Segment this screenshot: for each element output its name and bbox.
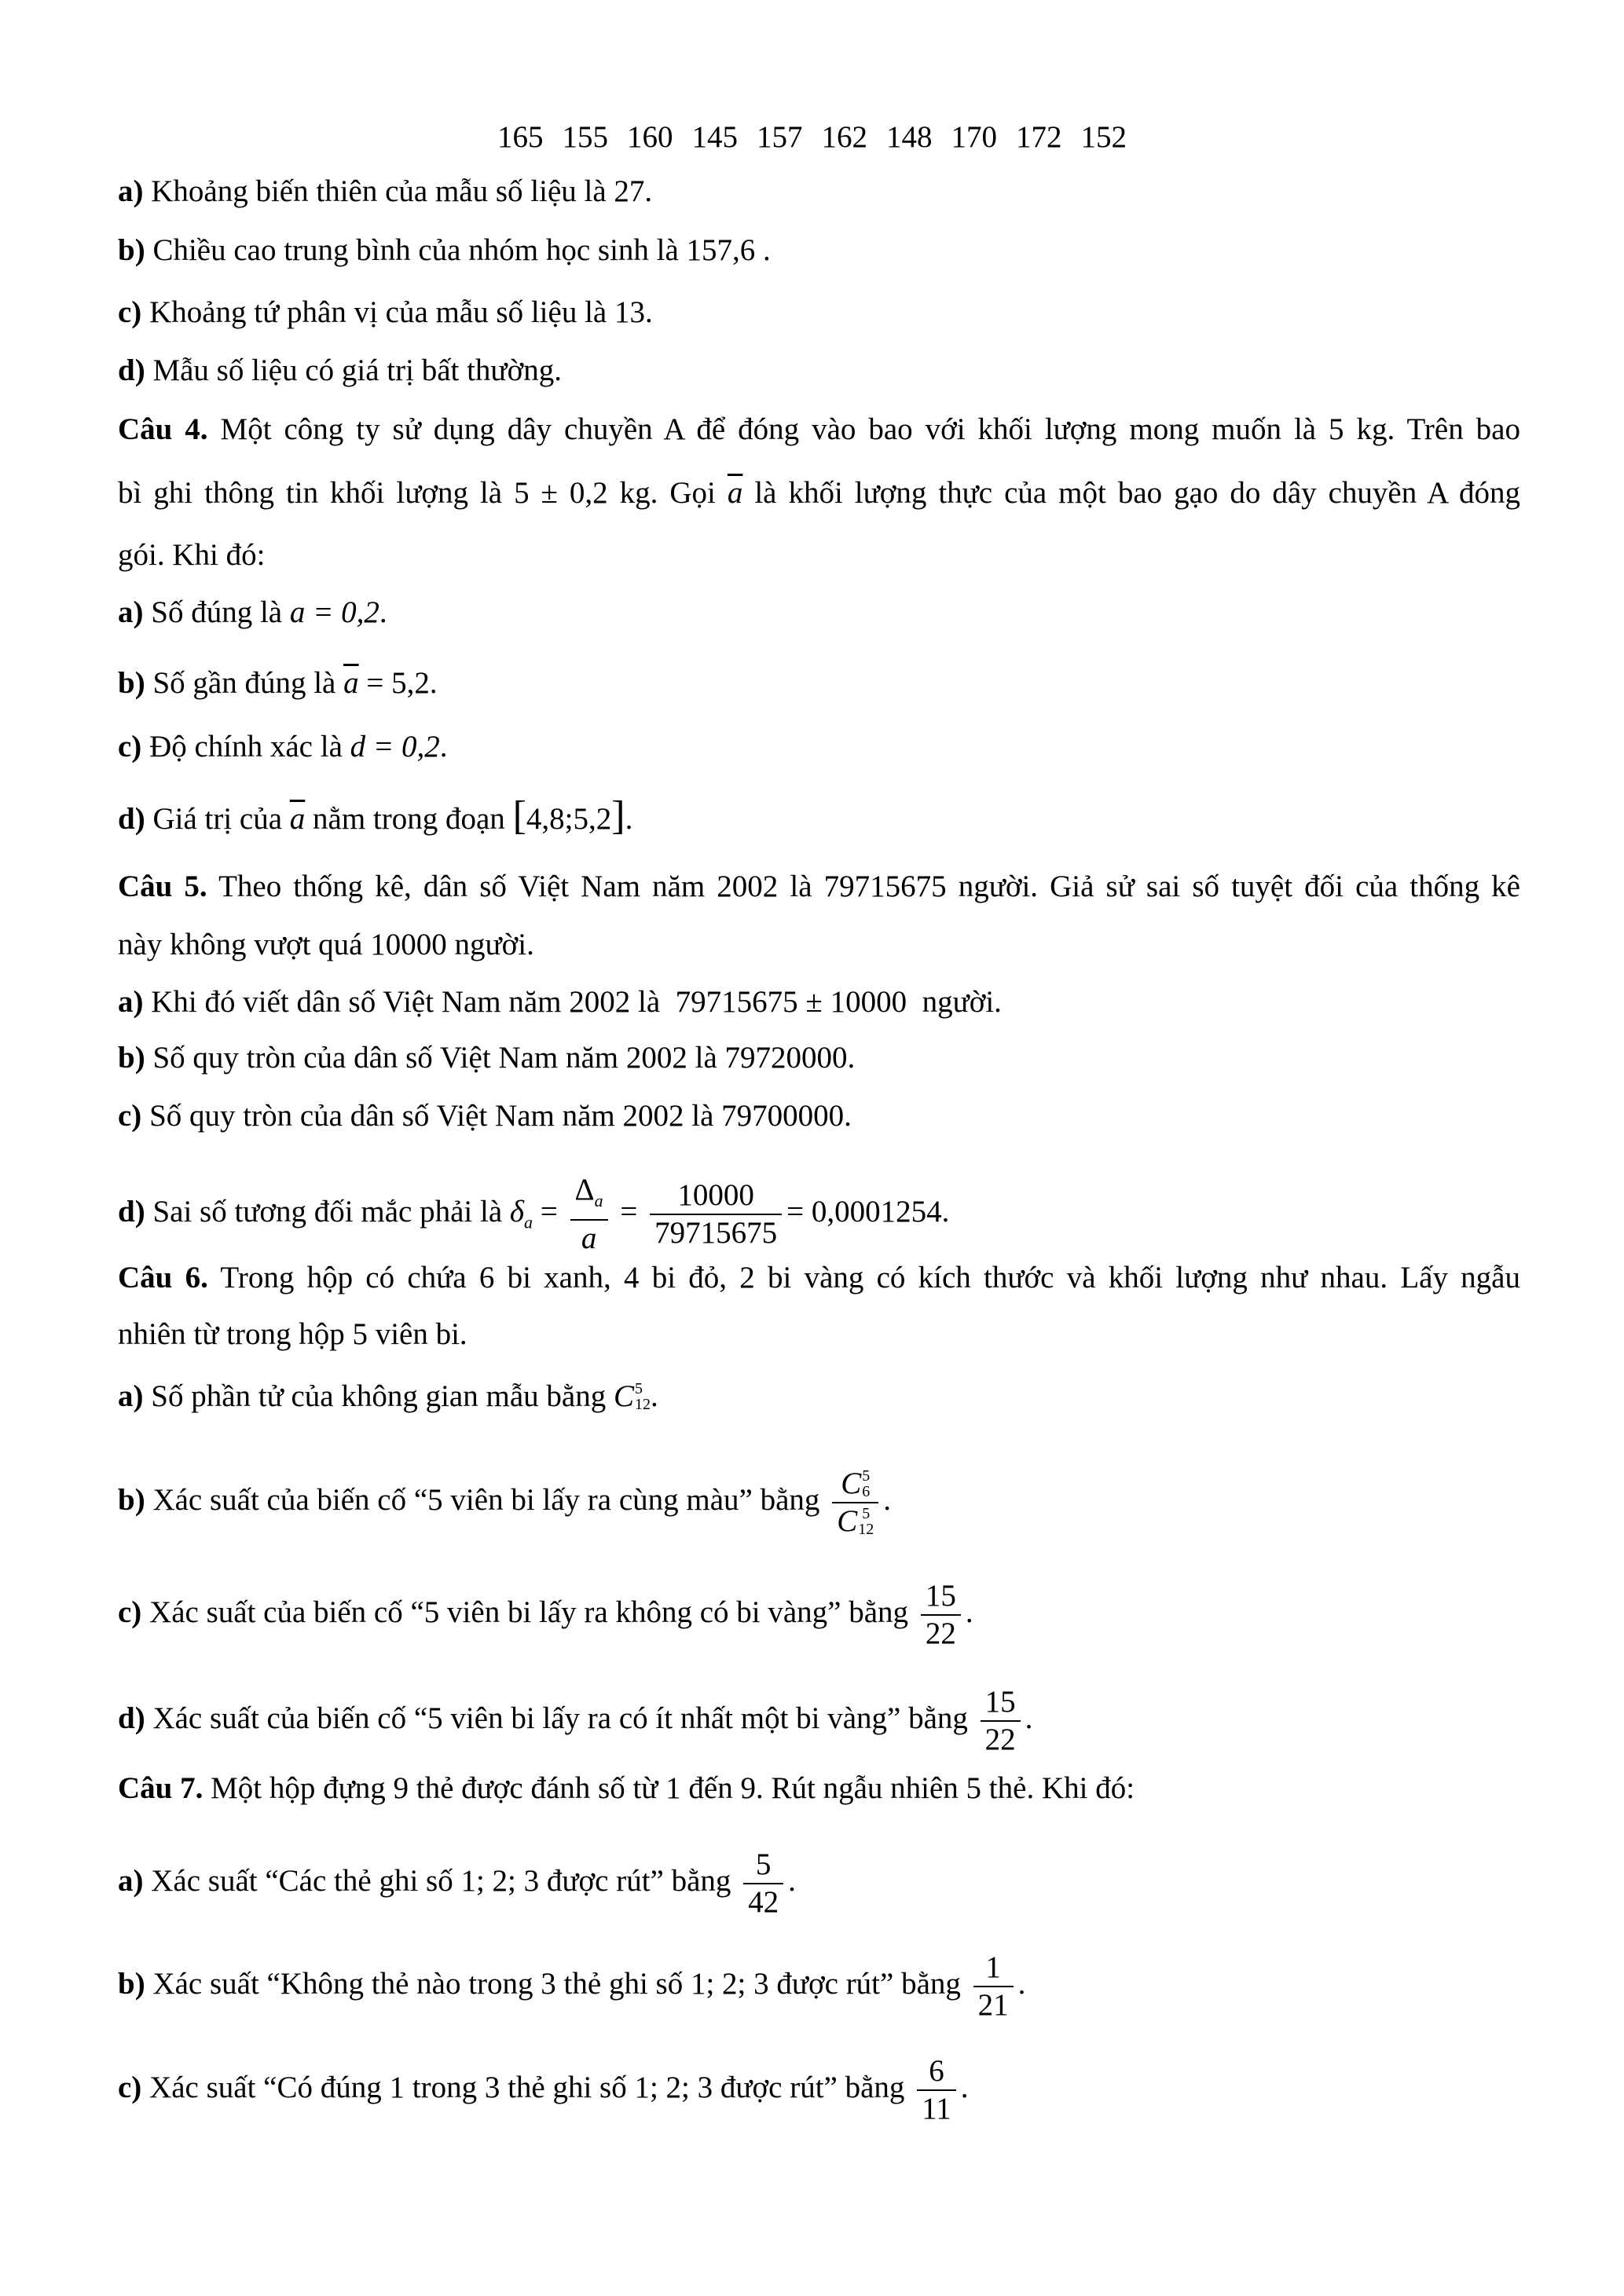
stem-text: Trong hộp có chứa 6 bi xanh, 4 bi đỏ, 2 bi vàng có kích thước và khối lượng như nhau. Lấy ngẫu xyxy=(220,1261,1520,1294)
part-label: b) xyxy=(118,233,145,267)
fraction xyxy=(973,1950,1014,2023)
stem-text: là khối lượng thực của một bao gạo do dây chuyền A đóng xyxy=(754,476,1521,510)
part-text: Số phần tử của không gian mẫu bằng xyxy=(151,1379,607,1413)
q4-part-b xyxy=(118,660,438,707)
part-text: Giá trị của xyxy=(152,802,283,836)
part-text: Sai số tương đối mắc phải là xyxy=(152,1194,503,1229)
data-value: 172 xyxy=(1016,120,1062,154)
combination xyxy=(614,1373,651,1420)
math-var: $\overline{a}$ xyxy=(727,476,743,510)
math: a = 0,2 xyxy=(289,595,379,629)
part-label: c) xyxy=(118,295,142,329)
math-var: δ xyxy=(509,1194,525,1229)
stem-text: nhiên từ trong hộp 5 viên bi. xyxy=(118,1317,467,1351)
fraction xyxy=(921,1578,961,1652)
part-text: Số gần đúng là xyxy=(152,666,336,700)
part-label: a) xyxy=(118,985,144,1019)
frac-num: 5 xyxy=(743,1847,783,1884)
q7-part-b xyxy=(118,1950,1026,2022)
frac-den: 22 xyxy=(925,1617,956,1650)
q6-stem-line1 xyxy=(118,1254,1520,1302)
q4-part-d: d) Giá trị của $\overline{a}$ nằm trong đoạn [4,8;5,2]. xyxy=(118,793,633,838)
part-text: Xác suất “Có đúng 1 trong 3 thẻ ghi số 1; 2; 3 được rút” bằng xyxy=(149,2070,905,2104)
question-title: Câu 5. xyxy=(118,870,207,903)
math-sub: a xyxy=(594,1190,603,1210)
q4-stem-line1 xyxy=(118,406,1520,453)
part-label: d) xyxy=(118,1194,145,1229)
punct: . xyxy=(379,595,387,629)
punct: . xyxy=(960,2070,969,2104)
part-label: d) xyxy=(118,1701,145,1735)
part-label: b) xyxy=(118,1966,145,2001)
fraction xyxy=(650,1177,782,1251)
math: 4,8;5,2 xyxy=(526,802,612,836)
fraction xyxy=(743,1847,783,1921)
data-value: 165 xyxy=(497,120,544,154)
question-title: Câu 7. xyxy=(118,1771,203,1805)
part-text: Số quy tròn của dân số Việt Nam năm 2002 là 79720000. xyxy=(152,1041,856,1075)
q3-part-d xyxy=(118,347,562,394)
q6-part-b xyxy=(118,1466,891,1538)
part-text: Xác suất của biến cố “5 viên bi lấy ra không có bi vàng” bằng xyxy=(149,1595,909,1629)
stem-text: Một công ty sử dụng dây chuyền A để đóng vào bao với khối lượng mong muốn là 5 kg. Trên bao xyxy=(220,412,1520,446)
fraction xyxy=(570,1172,608,1257)
part-text: Mẫu số liệu có giá trị bất thường. xyxy=(152,353,562,387)
comb-symbol: C xyxy=(837,1504,858,1538)
punct: . xyxy=(429,666,438,700)
math-sub: a xyxy=(524,1212,533,1232)
question-title: Câu 6. xyxy=(118,1261,208,1294)
frac-num: 15 xyxy=(921,1578,961,1616)
frac-den: 22 xyxy=(984,1723,1016,1756)
data-value: 162 xyxy=(821,120,867,154)
part-label: d) xyxy=(118,353,145,387)
part-text: Khoảng tứ phân vị của mẫu số liệu là 13. xyxy=(149,295,653,329)
frac-den: 11 xyxy=(922,2092,951,2126)
q7-part-a xyxy=(118,1847,796,1919)
part-label: c) xyxy=(118,2070,142,2104)
frac-num: Δ xyxy=(574,1173,595,1207)
q6-part-d xyxy=(118,1684,1033,1756)
stem-text: này không vượt quá 10000 người. xyxy=(118,928,534,961)
part-text: Khoảng biến thiên của mẫu số liệu là 27. xyxy=(151,174,653,208)
punct: . xyxy=(1017,1966,1026,2001)
stem-text: bì ghi thông tin khối lượng là xyxy=(118,476,503,510)
fraction xyxy=(917,2053,956,2127)
punct: . xyxy=(788,1863,796,1898)
data-value: 157 xyxy=(757,120,803,154)
punct: . xyxy=(883,1482,891,1517)
math: = 5,2 xyxy=(358,666,430,700)
comb-sup: 5 xyxy=(634,1380,643,1397)
q5-part-a xyxy=(118,979,1002,1026)
part-text: Xác suất của biến cố “5 viên bi lấy ra cùng màu” bằng xyxy=(152,1482,820,1517)
comb-sub: 12 xyxy=(634,1396,651,1413)
punct: . xyxy=(941,1194,950,1229)
part-label: a) xyxy=(118,174,144,208)
q4-part-a xyxy=(118,589,387,636)
comb-symbol: C xyxy=(613,1379,634,1413)
comb-sup: 5 xyxy=(862,1467,871,1485)
stem-text: . Gọi xyxy=(650,476,716,510)
part-label: b) xyxy=(118,1482,145,1517)
part-label: d) xyxy=(118,802,145,836)
frac-den: 42 xyxy=(748,1885,779,1919)
q3-part-c xyxy=(118,289,653,336)
frac-den: a xyxy=(581,1221,597,1255)
q7-part-c xyxy=(118,2053,969,2126)
stem-text: gói. Khi đó: xyxy=(118,538,266,572)
data-value: 145 xyxy=(691,120,738,154)
q5-part-b xyxy=(118,1034,855,1082)
part-text: Xác suất “Các thẻ ghi số 1; 2; 3 được rút” bằng xyxy=(151,1863,731,1898)
part-label: a) xyxy=(118,1863,144,1898)
comb-sub: 12 xyxy=(858,1521,874,1538)
comb-sub: 6 xyxy=(862,1483,871,1500)
stem-text: Một hộp đựng 9 thẻ được đánh số từ 1 đến 9. Rút ngẫu nhiên 5 thẻ. Khi đó: xyxy=(211,1771,1135,1805)
frac-num: 15 xyxy=(981,1684,1021,1722)
punct: . xyxy=(650,1379,658,1413)
q7-stem-line1 xyxy=(118,1765,1135,1812)
punct: . xyxy=(965,1595,973,1629)
part-label: c) xyxy=(118,730,142,764)
q6-part-a xyxy=(118,1373,658,1420)
part-text: Độ chính xác là xyxy=(149,730,343,764)
math: d = 0,2 xyxy=(350,730,440,764)
frac-den: 21 xyxy=(977,1988,1009,2022)
part-label: c) xyxy=(118,1099,142,1133)
q5-part-d: d) Sai số tương đối mắc phải là $\delta_a$ = $\frac{\Delta_a}{a}$ = $\frac{10000}{79715675}$ = 0,0001254. xyxy=(118,1173,950,1255)
frac-num: 1 xyxy=(973,1950,1014,1987)
part-label: c) xyxy=(118,1595,142,1629)
question-title: Câu 4. xyxy=(118,412,208,446)
fraction xyxy=(981,1684,1021,1758)
part-text: Số đúng là xyxy=(151,595,283,629)
part-text: Xác suất của biến cố “5 viên bi lấy ra có ít nhất một bi vàng” bằng xyxy=(152,1701,968,1735)
part-label: b) xyxy=(118,1041,145,1075)
punct: . xyxy=(625,802,633,836)
q4-stem-line3 xyxy=(118,532,265,579)
frac-num: 6 xyxy=(917,2053,956,2091)
frac-num: 10000 xyxy=(650,1177,782,1215)
q4-part-c xyxy=(118,723,447,771)
part-label: b) xyxy=(118,666,145,700)
frac-den: 79715675 xyxy=(654,1215,778,1250)
fraction xyxy=(832,1466,878,1540)
data-value: 148 xyxy=(886,120,933,154)
math-var: $\overline{a}$ xyxy=(343,666,359,700)
q4-stem-line2 xyxy=(118,470,1520,517)
math: = 0,0001254 xyxy=(786,1194,942,1229)
q5-part-c xyxy=(118,1093,852,1140)
part-text: Chiều cao trung bình của nhóm học sinh là 157,6 . xyxy=(152,233,771,267)
data-value: 160 xyxy=(627,120,673,154)
part-text: nằm trong đoạn xyxy=(313,802,505,836)
comb-symbol: C xyxy=(841,1467,862,1500)
math-var: $\overline{a}$ xyxy=(289,802,306,836)
part-text: Xác suất “Không thẻ nào trong 3 thẻ ghi số 1; 2; 3 được rút” bằng xyxy=(152,1966,961,2001)
math: 5 ± 0,2 kg xyxy=(514,476,651,510)
part-label: a) xyxy=(118,595,144,629)
stem-text: Theo thống kê, dân số Việt Nam năm 2002 là 79715675 người. Giả sử sai số tuyệt đối của thống kê xyxy=(218,870,1520,903)
q3-part-b xyxy=(118,227,771,274)
q6-part-c xyxy=(118,1578,973,1650)
part-text: Số quy tròn của dân số Việt Nam năm 2002 là 79700000. xyxy=(149,1099,852,1133)
q5-stem-line2 xyxy=(118,921,534,969)
data-values-row xyxy=(0,114,1624,161)
punct: . xyxy=(1025,1701,1033,1735)
comb-sup: 5 xyxy=(862,1505,871,1522)
part-label: a) xyxy=(118,1379,144,1413)
part-text: Khi đó viết dân số Việt Nam năm 2002 là 79715675 ± 10000 người. xyxy=(151,985,1002,1019)
punct: . xyxy=(439,730,448,764)
q5-stem-line1 xyxy=(118,863,1520,910)
q6-stem-line2 xyxy=(118,1311,467,1358)
q3-part-a xyxy=(118,168,652,215)
data-value: 155 xyxy=(562,120,608,154)
data-value: 152 xyxy=(1080,120,1127,154)
data-value: 170 xyxy=(951,120,997,154)
